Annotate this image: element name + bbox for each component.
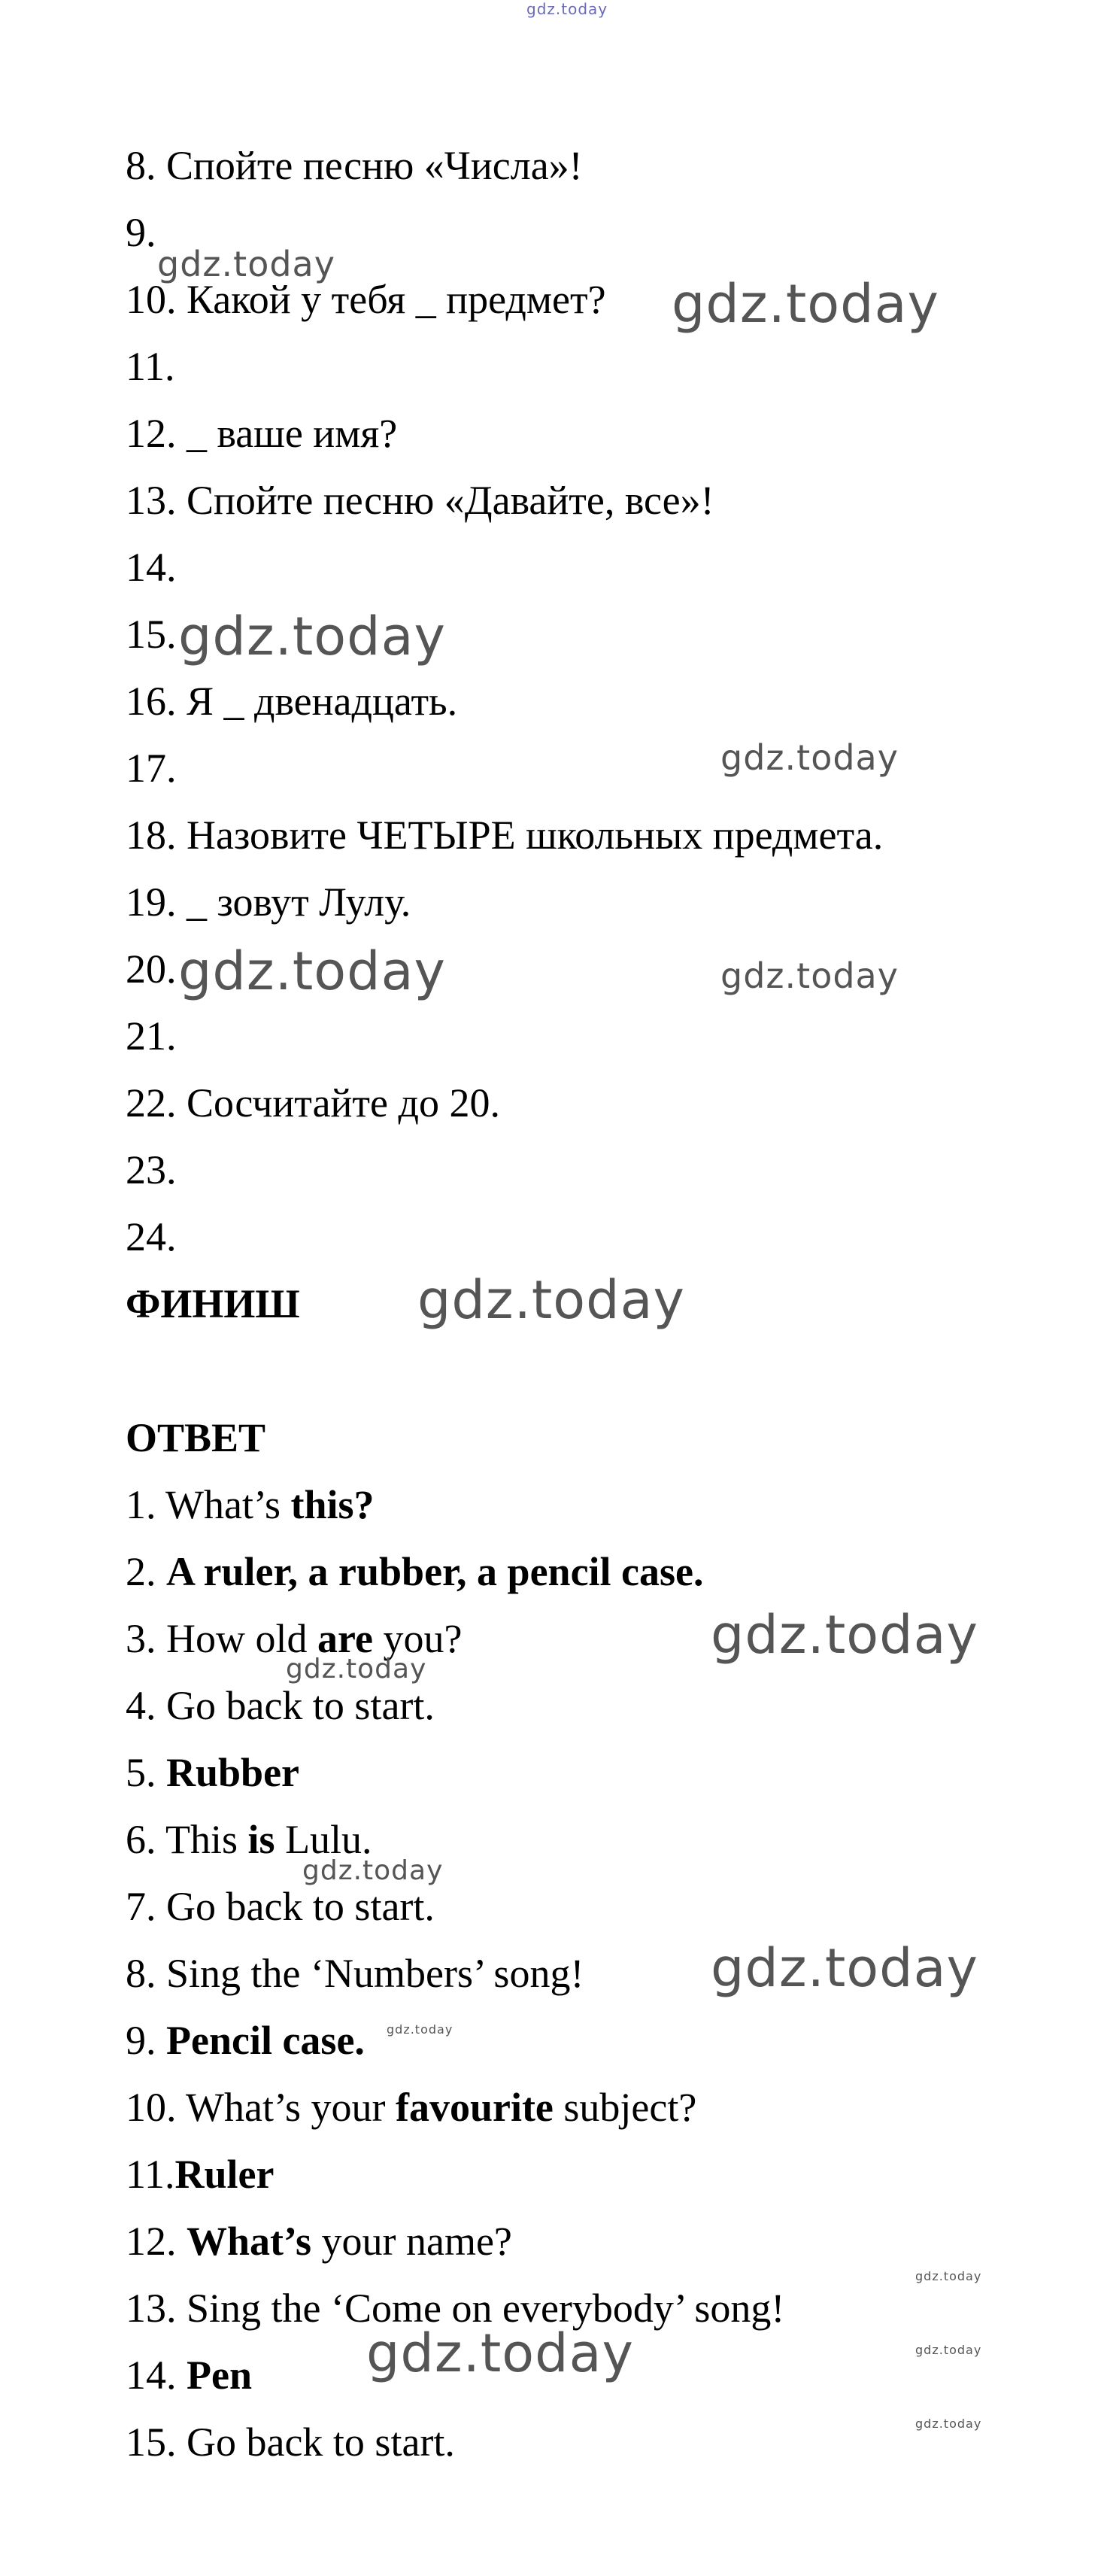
answer-line-12: 12. What’s your name?: [126, 2219, 512, 2264]
answer-line-4: 4. Go back to start.: [126, 1683, 435, 1728]
task-line-21: 21.: [126, 1013, 177, 1059]
task-line-19: 19. _ зовут Лулу.: [126, 879, 411, 925]
watermark: gdz.today: [387, 2022, 453, 2037]
watermark: gdz.today: [672, 273, 939, 335]
task-line-20: 20.: [126, 946, 177, 992]
task-line-17: 17.: [126, 746, 177, 791]
answer-line-7: 7. Go back to start.: [126, 1884, 435, 1929]
watermark: gdz.today: [417, 1269, 685, 1331]
watermark: gdz.today: [286, 1654, 427, 1684]
task-line-10: 10. Какой у тебя _ предмет?: [126, 277, 606, 322]
answer-line-9: 9. Pencil case.: [126, 2018, 365, 2063]
answer-line-3: 3. How old are you?: [126, 1616, 463, 1661]
answer-line-5: 5. Rubber: [126, 1750, 300, 1795]
task-line-8: 8. Спойте песню «Числа»!: [126, 143, 583, 188]
answer-line-15: 15. Go back to start.: [126, 2420, 455, 2465]
task-line-12: 12. _ ваше имя?: [126, 411, 398, 456]
watermark: gdz.today: [915, 2417, 982, 2431]
watermark-top: gdz.today: [526, 0, 608, 18]
watermark: gdz.today: [366, 2322, 634, 2384]
task-line-9: 9.: [126, 210, 156, 255]
answer-line-14: 14. Pen: [126, 2353, 252, 2398]
answer-line-2: 2. A ruler, a rubber, a pencil case.: [126, 1549, 704, 1594]
watermark: gdz.today: [711, 1937, 978, 1999]
watermark: gdz.today: [178, 940, 446, 1002]
task-line-18: 18. Назовите ЧЕТЫРЕ школьных предмета.: [126, 813, 884, 858]
answer-line-11: 11.Ruler: [126, 2152, 275, 2197]
answer-line-6: 6. This is Lulu.: [126, 1817, 372, 1862]
task-line-14: 14.: [126, 545, 177, 590]
watermark: gdz.today: [720, 955, 899, 996]
watermark: gdz.today: [915, 2343, 982, 2357]
task-line-24: 24.: [126, 1214, 177, 1259]
task-line-13: 13. Спойте песню «Давайте, все»!: [126, 478, 714, 523]
answer-line-10: 10. What’s your favourite subject?: [126, 2085, 697, 2130]
finish-label: ФИНИШ: [126, 1281, 300, 1326]
watermark: gdz.today: [302, 1855, 444, 1886]
task-line-11: 11.: [126, 344, 175, 389]
watermark: gdz.today: [157, 244, 335, 284]
answer-line-8: 8. Sing the ‘Numbers’ song!: [126, 1951, 584, 1996]
watermark: gdz.today: [178, 606, 446, 667]
answer-line-13: 13. Sing the ‘Come on everybody’ song!: [126, 2286, 785, 2331]
task-line-23: 23.: [126, 1147, 177, 1192]
watermark: gdz.today: [720, 737, 899, 778]
answer-heading: ОТВЕТ: [126, 1415, 266, 1460]
task-line-15: 15.: [126, 612, 177, 657]
watermark: gdz.today: [711, 1604, 978, 1666]
answer-line-1: 1. What’s this?: [126, 1482, 375, 1527]
watermark: gdz.today: [915, 2269, 982, 2283]
task-line-22: 22. Сосчитайте до 20.: [126, 1080, 500, 1125]
task-line-16: 16. Я _ двенадцать.: [126, 679, 458, 724]
